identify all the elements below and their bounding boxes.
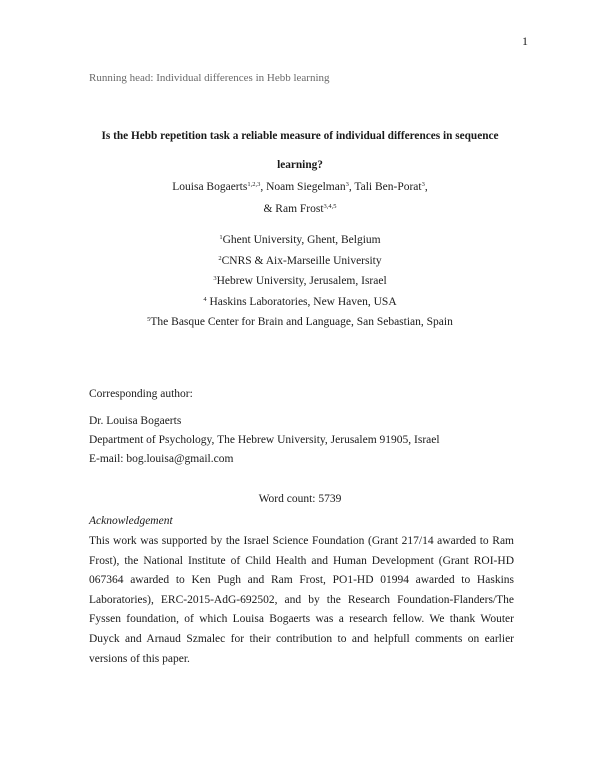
affiliation [80,292,520,313]
acknowledgement-line: Laboratories), ERC-2015-AdG-692502, and by the Research Foundation-Flanders/The [89,593,514,606]
author-name: & Ram Frost [263,203,324,215]
acknowledgement-body [89,532,514,669]
acknowledgement-line: This work was supported by the Israel Science Foundation (Grant 217/14 awarded to Ram [89,535,514,547]
affiliation [80,230,520,251]
author-line-2 [80,198,520,220]
affiliation-text: Haskins Laboratories, New Haven, USA [206,295,397,308]
author-affiliation-mark: 3,4,5 [323,203,337,210]
affiliation-mark: 3 [213,275,217,282]
affiliation-text: CNRS & Aix-Marseille University [221,254,382,267]
author-affiliation-mark: 1,2,3 [247,181,261,188]
author-name: Tali Ben-Porat [354,181,422,193]
author-affiliation-mark: 3 [421,181,425,188]
corresponding-name: Dr. Louisa Bogaerts [89,415,182,427]
author-line-1 [80,176,520,198]
affiliation-text: Hebrew University, Jerusalem, Israel [216,275,387,287]
affiliation [80,271,520,292]
affiliation [80,251,520,272]
corresponding-address: Department of Psychology, The Hebrew University, Jerusalem 91905, Israel [89,434,440,446]
title-line-1: Is the Hebb repetition task a reliable measure of individual differences in sequence [101,130,499,142]
affiliation-mark: 2 [218,254,222,262]
word-count: Word count: 5739 [258,493,342,505]
author-separator: , [260,181,267,193]
affiliation-mark: 1 [219,234,223,241]
acknowledgement-heading: Acknowledgement [89,515,173,527]
affiliation [80,312,520,333]
acknowledgement-line: Frost), the National Institute of Child Health and Human Development (Grant ROI-HD [89,554,514,567]
corresponding-email: E-mail: bog.louisa@gmail.com [89,453,234,465]
title-line-2: learning? [277,159,323,171]
affiliation-mark: 5 [147,316,151,323]
affiliation-text: Ghent University, Ghent, Belgium [222,234,381,246]
acknowledgement-line: Duyck and Arnaud Szmalec for their contribution to and helpfull comments on earlier [89,632,514,645]
acknowledgement-line: 067364 awarded to Ken Pugh and Ram Frost, PO1-HD 01994 awarded to Haskins [89,574,514,587]
affiliation-text: The Basque Center for Brain and Language, San Sebastian, Spain [150,316,453,328]
affiliation-list [80,230,520,333]
corresponding-author-block [89,385,440,469]
author-name: Noam Siegelman [266,181,346,193]
running-head: Running head: Individual differences in Hebb learning [89,72,330,84]
page-number: 1 [522,34,528,48]
acknowledgement-line: versions of this paper. [89,652,190,665]
author-separator: , [348,181,355,193]
affiliation-mark: 4 [203,295,207,303]
acknowledgement-line: Fyssen foundation, of which Louisa Bogaerts was a research fellow. We thank Wouter [89,613,514,626]
corresponding-label: Corresponding author: [89,388,193,400]
author-separator: , [424,181,428,193]
author-name: Louisa Bogaerts [172,181,248,193]
author-affiliation-mark: 3 [345,181,349,188]
paper-title [80,122,520,180]
author-list [80,176,520,220]
